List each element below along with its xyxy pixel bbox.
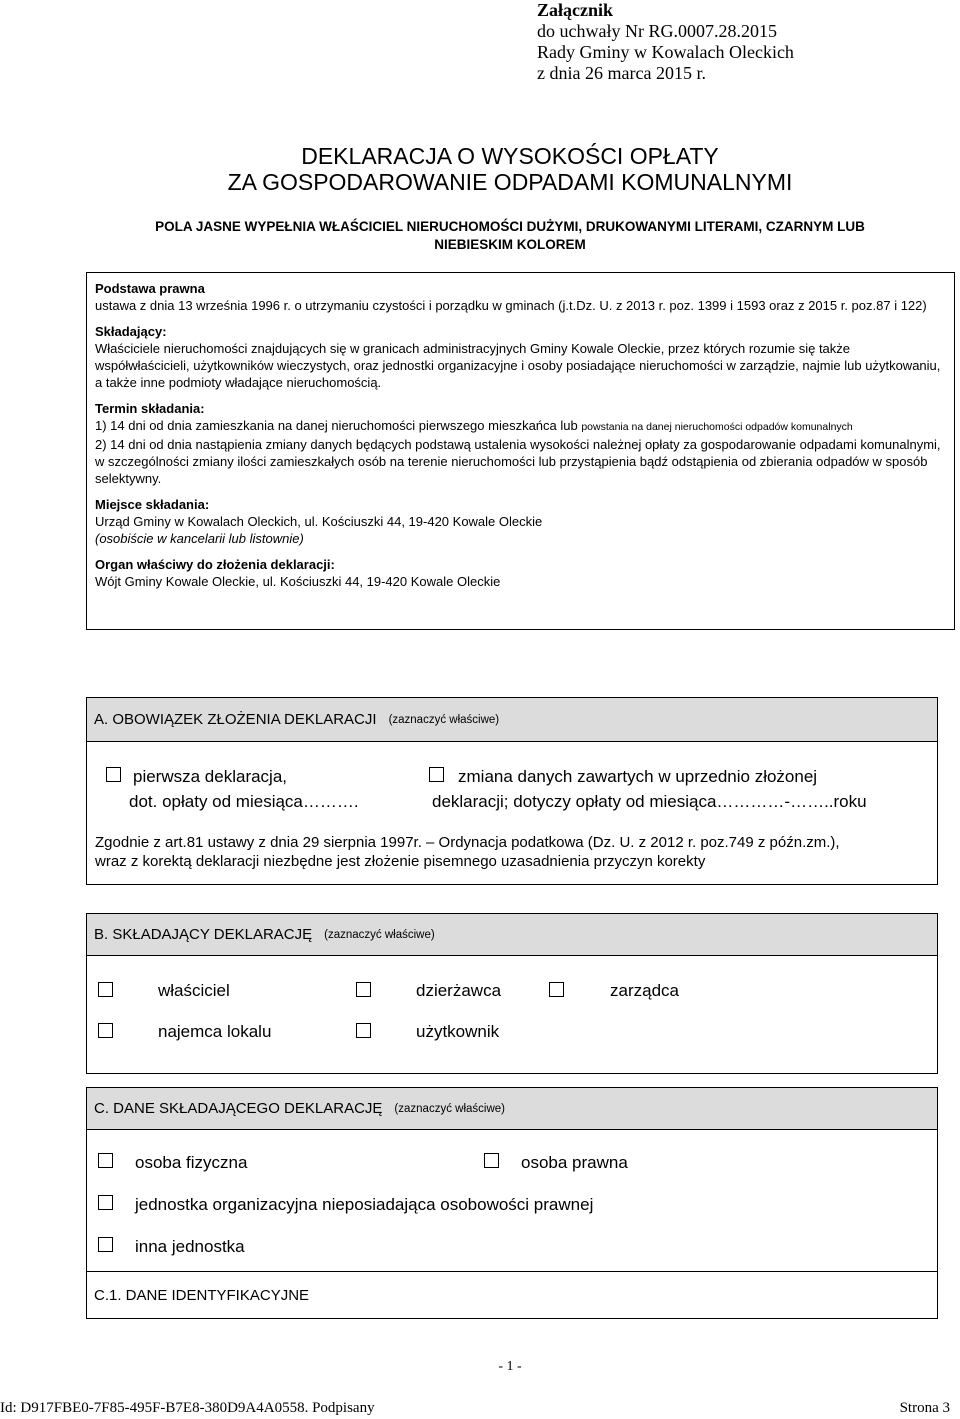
org-unit-label: jednostka organizacyjna nieposiadająca osobowości prawnej (135, 1195, 594, 1214)
deadline-item-2: 2) 14 dni od dnia nastąpienia zmiany danych będących podstawą ustalenia wysokości należnej opłaty za gospodarowanie odpadami komunalnymi, w szczególności zmiany ilości zamieszkałych osób na terenie nieruchomości lub przystąpienia bądź odstąpienia od zbierania odpadów w sposób selektywny. (95, 437, 941, 486)
document-title (0, 143, 960, 195)
manager-label: zarządca (610, 981, 679, 1000)
section-b-title: B. SKŁADAJĄCY DEKLARACJĘ (94, 926, 313, 943)
document-title-line-2: ZA GOSPODAROWANIE ODPADAMI KOMUNALNYMI (227, 169, 793, 195)
manager-checkbox[interactable] (549, 982, 564, 997)
section-b-hint: (zaznaczyć właściwe) (324, 928, 435, 941)
fill-instruction-line-1: POLA JASNE WYPEŁNIA WŁAŚCICIEL NIERUCHOMOŚCI DUŻYMI, DRUKOWANYMI LITERAMI, CZARNYM LUB (155, 219, 865, 234)
section-a-header (87, 698, 937, 742)
legal-basis-heading: Podstawa prawna (95, 281, 205, 296)
authority-text: Wójt Gminy Kowale Oleckie, ul. Kościuszki 44, 19-420 Kowale Oleckie (95, 574, 501, 589)
section-c1-title: C.1. DANE IDENTYFIKACYJNE (94, 1287, 310, 1304)
section-c (86, 1087, 938, 1319)
section-c1-header (87, 1271, 937, 1319)
section-b (86, 913, 938, 1074)
correction-note-line-2: wraz z korektą deklaracji niezbędne jest złożenie pisemnego uzasadnienia przyczyn korekty (95, 853, 706, 870)
other-unit-checkbox[interactable] (98, 1237, 113, 1252)
info-box (86, 272, 955, 630)
deadline-heading: Termin składania: (95, 401, 205, 416)
deadline-item-1-text: 1) 14 dni od dnia zamieszkania na danej nieruchomości pierwszego mieszkańca lub (95, 418, 582, 433)
deadline-item-1 (95, 417, 946, 436)
attachment-title: Załącznik (537, 0, 614, 20)
document-title-line-1: DEKLARACJA O WYSOKOŚCI OPŁATY (301, 143, 719, 169)
correction-note-line-1: Zgodnie z art.81 ustawy z dnia 29 sierpnia 1997r. – Ordynacja podatkowa (Dz. U. z 2012 r. poz.749 z późn.zm.), (95, 834, 840, 851)
page-marker: - 1 - (498, 1359, 522, 1374)
lessee-label: najemca lokalu (158, 1022, 272, 1041)
place-text: Urząd Gminy w Kowalach Oleckich, ul. Kościuszki 44, 19-420 Kowale Oleckie (95, 514, 543, 529)
document-id: Id: D917FBE0-7F85-495F-B7E8-380D9A4A0558. Podpisany (0, 1400, 375, 1416)
legal-person-label: osoba prawna (521, 1153, 628, 1172)
first-declaration-label: pierwsza deklaracja, (133, 767, 288, 786)
owner-label: właściciel (158, 981, 230, 1000)
first-declaration-checkbox[interactable] (106, 767, 121, 782)
place-heading: Miejsce składania: (95, 497, 210, 512)
user-checkbox[interactable] (356, 1023, 371, 1038)
section-b-header (87, 914, 937, 956)
other-unit-label: inna jednostka (135, 1237, 245, 1256)
deadline-item-1-small-text: powstania na danej nieruchomości odpadów komunalnych (581, 421, 853, 433)
correction-note (95, 833, 840, 871)
lessee-checkbox[interactable] (98, 1023, 113, 1038)
place-note: (osobiście w kancelarii lub listownie) (95, 531, 304, 546)
attachment-header (537, 0, 794, 84)
section-a-hint: (zaznaczyć właściwe) (388, 713, 500, 726)
page-number: Strona 3 (899, 1400, 950, 1416)
data-change-label: zmiana danych zawartych w uprzednio złożonej (458, 767, 818, 786)
data-change-month: deklaracji; dotyczy opłaty od miesiąca…………-……..roku (432, 792, 867, 811)
natural-person-checkbox[interactable] (98, 1153, 113, 1168)
org-unit-checkbox[interactable] (98, 1195, 113, 1210)
user-label: użytkownik (416, 1022, 500, 1041)
legal-person-checkbox[interactable] (484, 1153, 499, 1168)
attachment-line-2: Rady Gminy w Kowalach Oleckich (537, 42, 794, 62)
tenant-checkbox[interactable] (356, 982, 371, 997)
owner-checkbox[interactable] (98, 982, 113, 997)
legal-basis-text: ustawa z dnia 13 września 1996 r. o utrzymaniu czystości i porządku w gminach (j.t.Dz. U. z 2013 r. poz. 1399 i 1593 oraz z 2015 r. poz.87 i 122) (95, 298, 927, 313)
filer-heading: Składający: (95, 324, 167, 339)
fill-instruction-line-2: NIEBIESKIM KOLOREM (434, 237, 586, 252)
first-declaration-month: dot. opłaty od miesiąca………. (129, 792, 359, 811)
fill-instruction (0, 218, 960, 254)
attachment-line-3: z dnia 26 marca 2015 r. (537, 63, 706, 83)
section-a-title: A. OBOWIĄZEK ZŁOŻENIA DEKLARACJI (94, 711, 377, 728)
filer-text: Właściciele nieruchomości znajdujących się w granicach administracyjnych Gminy Kowale Oleckie, przez których rozumie się także współwłaścicieli, użytkowników wieczystych, oraz jednostki organizacyjne i osoby posiadające nieruchomości w zarządzie, najmie lub użytkowaniu, a także inne podmioty władające nieruchomością. (95, 341, 941, 390)
section-c-header (87, 1088, 937, 1130)
section-a (86, 697, 938, 885)
section-c-title: C. DANE SKŁADAJĄCEGO DEKLARACJĘ (94, 1100, 383, 1117)
tenant-label: dzierżawca (416, 981, 502, 1000)
authority-heading: Organ właściwy do złożenia deklaracji: (95, 557, 335, 572)
attachment-line-1: do uchwały Nr RG.0007.28.2015 (537, 21, 777, 41)
section-c-hint: (zaznaczyć właściwe) (394, 1102, 505, 1115)
data-change-checkbox[interactable] (429, 767, 444, 782)
natural-person-label: osoba fizyczna (135, 1153, 248, 1172)
